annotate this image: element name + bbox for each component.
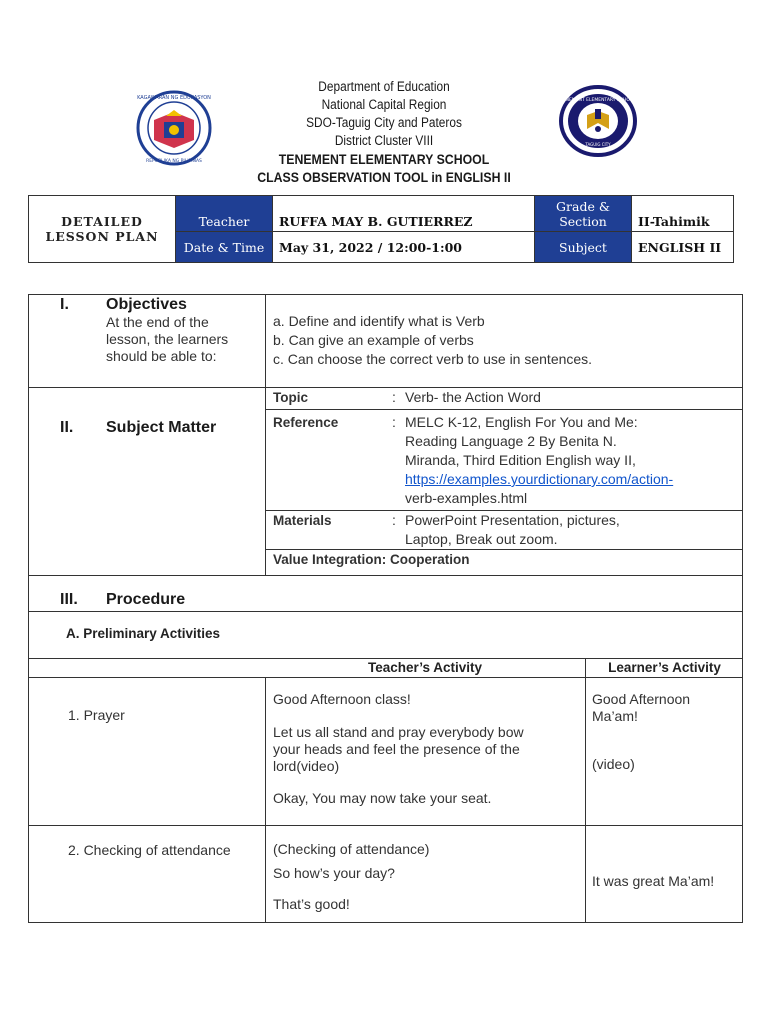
reference-line-3: Miranda, Third Edition English way II, xyxy=(405,452,636,468)
teacher-value: RUFFA MAY B. GUTIERREZ xyxy=(273,196,535,232)
value-integration: Value Integration: Cooperation xyxy=(273,552,470,567)
subject-matter-title: Subject Matter xyxy=(106,419,217,436)
procedure-number: III. xyxy=(60,591,78,608)
materials-line-2: Laptop, Break out zoom. xyxy=(405,531,558,547)
grade-section-value: II-Tahimik xyxy=(632,196,734,232)
subject-label: Subject xyxy=(535,232,632,263)
svg-text:TAGUIG CITY: TAGUIG CITY xyxy=(585,142,611,147)
activity-label-attendance: 2. Checking of attendance xyxy=(68,842,231,858)
learner-activity-attendance: It was great Ma’am! xyxy=(592,873,715,889)
teacher-line: Okay, You may now take your seat. xyxy=(273,790,492,806)
header-deped: Department of Education xyxy=(318,79,450,94)
teacher-activity-header: Teacher’s Activity xyxy=(367,660,483,675)
teacher-line: (Checking of attendance) xyxy=(273,841,430,857)
topic-label: Topic xyxy=(273,390,308,405)
header-division: SDO-Taguig City and Pateros xyxy=(306,115,462,130)
objective-item: b. Can give an example of verbs xyxy=(273,332,474,348)
reference-value xyxy=(405,413,673,508)
school-seal-logo xyxy=(559,85,637,157)
topic-value: Verb- the Action Word xyxy=(405,389,541,405)
teacher-line: Let us all stand and pray everybody bow xyxy=(273,724,524,740)
materials-line-1: PowerPoint Presentation, pictures, xyxy=(405,512,620,528)
teacher-line: That’s good! xyxy=(273,896,350,912)
learner-activity-header: Learner’s Activity xyxy=(608,660,721,675)
teacher-line: So how’s your day? xyxy=(273,865,395,881)
divider xyxy=(265,409,743,410)
date-time-value: May 31, 2022 / 12:00-1:00 xyxy=(273,232,535,263)
reference-link[interactable]: https://examples.yourdictionary.com/action- xyxy=(405,471,674,487)
header-school: TENEMENT ELEMENTARY SCHOOL xyxy=(278,151,490,167)
lesson-info-table xyxy=(28,195,734,263)
reference-colon: : xyxy=(392,414,396,430)
teacher-activity-attendance xyxy=(273,841,429,913)
teacher-label: Teacher xyxy=(176,196,273,232)
objectives-number: I. xyxy=(60,296,69,313)
objective-item: c. Can choose the correct verb to use in sentences. xyxy=(273,351,593,367)
objectives-intro-line-1: At the end of the xyxy=(106,314,209,330)
teacher-activity-prayer xyxy=(273,691,578,807)
header-region: National Capital Region xyxy=(321,97,447,112)
grade-label-line-2: Section xyxy=(559,213,607,229)
reference-line-1: MELC K-12, English For You and Me: xyxy=(405,414,638,430)
header-district: District Cluster VIII xyxy=(334,133,434,148)
grade-section-label xyxy=(535,196,632,232)
svg-text:KAGAWARAN NG EDUKASYON: KAGAWARAN NG EDUKASYON xyxy=(137,95,211,101)
plan-title-line-2: LESSON PLAN xyxy=(45,229,159,244)
deped-seal-logo xyxy=(136,90,212,166)
objective-item: a. Define and identify what is Verb xyxy=(273,313,485,329)
materials-colon: : xyxy=(392,512,396,528)
teacher-line: your heads and feel the presence of the xyxy=(273,741,520,757)
svg-text:REPUBLIKA NG PILIPINAS: REPUBLIKA NG PILIPINAS xyxy=(146,159,202,164)
objectives-list xyxy=(273,312,592,369)
subject-value: ENGLISH II xyxy=(632,232,734,263)
header-tool-title: CLASS OBSERVATION TOOL in ENGLISH II xyxy=(257,169,511,185)
topic-colon: : xyxy=(392,389,396,405)
svg-text:TENEMENT ELEMENTARY SCHOOL: TENEMENT ELEMENTARY SCHOOL xyxy=(560,98,636,103)
teacher-line: Good Afternoon class! xyxy=(273,691,411,707)
preliminary-activities-title: A. Preliminary Activities xyxy=(66,626,221,641)
plan-title-cell xyxy=(29,196,176,263)
subject-matter-number: II. xyxy=(60,419,74,436)
learner-line: Good Afternoon xyxy=(592,691,691,707)
materials-label: Materials xyxy=(273,513,332,528)
teacher-line: lord(video) xyxy=(273,758,340,774)
reference-label: Reference xyxy=(273,415,339,430)
learner-activity-prayer xyxy=(592,691,690,773)
learner-line: (video) xyxy=(592,756,635,772)
materials-value xyxy=(405,511,620,549)
objectives-intro-line-2: lesson, the learners xyxy=(106,331,229,347)
plan-title-line-1: DETAILED xyxy=(61,214,143,229)
grade-label-line-1: Grade & xyxy=(556,198,610,214)
objectives-title: Objectives xyxy=(106,296,187,313)
date-time-label: Date & Time xyxy=(176,232,273,263)
reference-link-end: verb-examples.html xyxy=(405,490,528,506)
objectives-intro xyxy=(106,314,228,365)
activity-label-prayer: 1. Prayer xyxy=(68,707,125,723)
procedure-title: Procedure xyxy=(106,591,186,608)
objectives-intro-line-3: should be able to: xyxy=(106,348,217,364)
learner-line: Ma’am! xyxy=(592,708,638,724)
reference-line-2: Reading Language 2 By Benita N. xyxy=(405,433,617,449)
